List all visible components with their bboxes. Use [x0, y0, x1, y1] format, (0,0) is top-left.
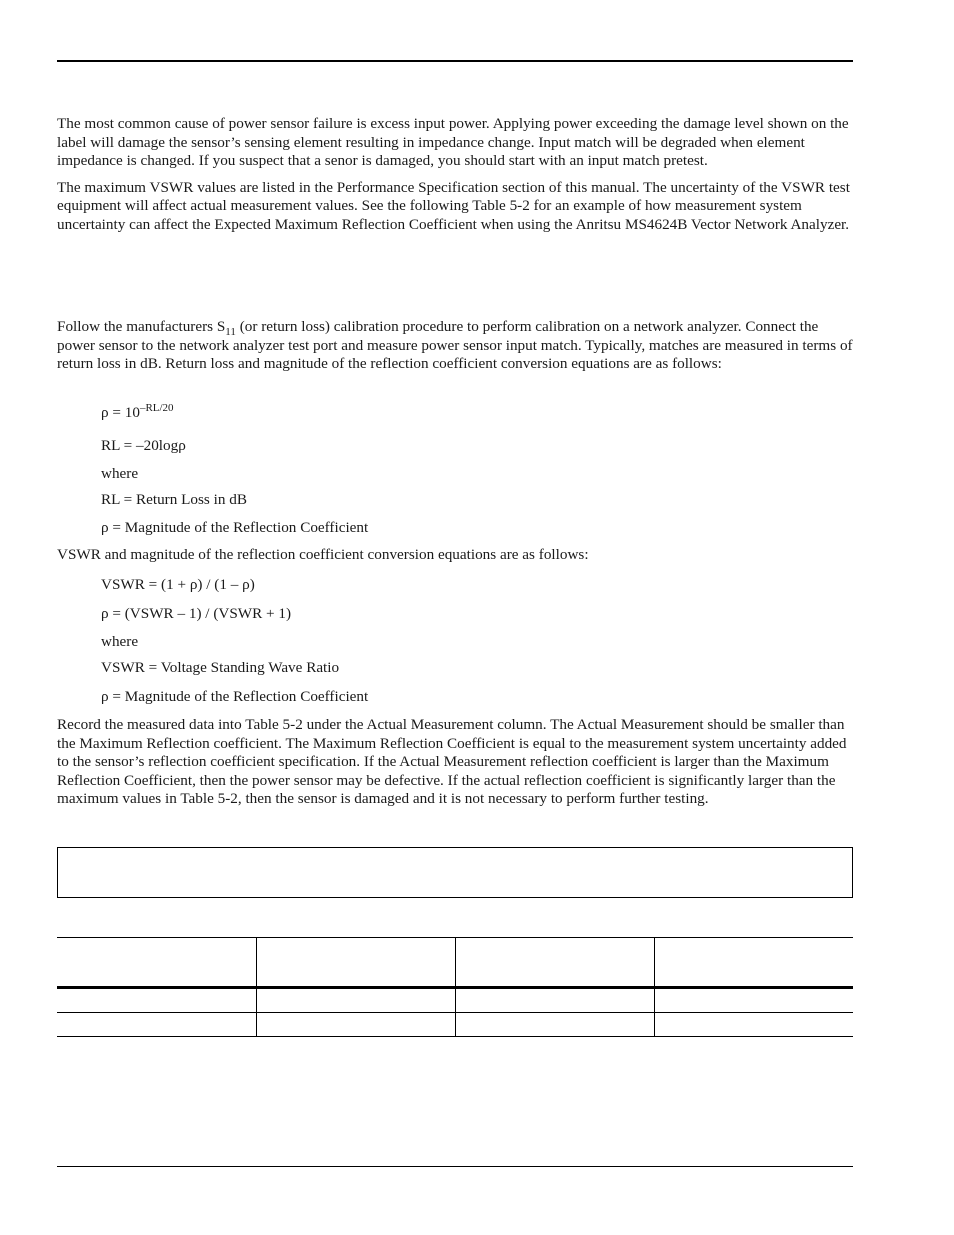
table-cell [256, 988, 455, 1013]
note-box [57, 847, 853, 898]
table-cell [455, 1013, 654, 1037]
definition-rho-1: ρ = Magnitude of the Reflection Coefficient [101, 519, 369, 536]
procedure-rest: (or return loss) calibration procedure to perform calibration on a network analyzer. Connect the power sensor to the network analyzer test port and measure power sensor input match. Typically, matches are measured in terms of return loss in dB. Return loss and magnitude of the reflection coefficient conversion equations are as follows: [57, 318, 853, 373]
procedure-subscript: 11 [225, 326, 236, 338]
table-header-cell [57, 938, 256, 988]
table-row [57, 1013, 853, 1037]
equation-rho-from-vswr: ρ = (VSWR – 1) / (VSWR + 1) [101, 605, 292, 622]
table-header-row [57, 938, 853, 988]
table-header-cell [455, 938, 654, 988]
header-rule [57, 60, 853, 62]
table-header-cell [654, 938, 853, 988]
table-cell [256, 1013, 455, 1037]
where-label-2: where [101, 633, 139, 650]
table-cell [455, 988, 654, 1013]
table-cell [654, 988, 853, 1013]
table-row [57, 988, 853, 1013]
table-header-cell [256, 938, 455, 988]
equation-exponent: –RL/20 [139, 402, 174, 414]
procedure-lead: Follow the manufacturers S [57, 318, 226, 335]
equation-rl-from-rho: RL = –20logρ [101, 437, 186, 454]
record-paragraph: Record the measured data into Table 5-2 under the Actual Measurement column. The Actual Measurement should be smaller than the Maximum Reflection coefficient. The Maximum Reflection Coefficient is equal to the measurement system uncertainty added to the sensor’s reflection coefficient specification. If the Actual Measurement reflection coefficient is larger than the Maximum Reflection Coefficient, then the power sensor may be defective. If the actual reflection coefficient is significantly larger than the maximum values in Table 5-2, then the sensor is damaged and it is not necessary to perform further testing. [57, 716, 847, 808]
table-cell [654, 1013, 853, 1037]
definition-rho-2: ρ = Magnitude of the Reflection Coefficient [101, 688, 369, 705]
intro-paragraph-2: The maximum VSWR values are listed in the Performance Specification section of this manual. The uncertainty of the VSWR test equipment will affect actual measurement values. See the following Table 5-2 for an example of how measurement system uncertainty can affect the Expected Maximum Reflection Coefficient when using the Anritsu MS4624B Vector Network Analyzer. [57, 178, 850, 233]
equation-rho-from-rl: $\rho = 10^{-RL/20}$ [101, 402, 174, 421]
procedure-paragraph [57, 318, 853, 374]
equation-vswr-from-rho: VSWR = (1 + ρ) / (1 – ρ) [101, 576, 255, 593]
vswr-intro: VSWR and magnitude of the reflection coefficient conversion equations are as follows: [57, 546, 589, 563]
where-label-1: where [101, 465, 139, 482]
footer-rule [57, 1166, 853, 1167]
reflection-coefficient-table [57, 937, 853, 1037]
table-cell [57, 988, 256, 1013]
table-cell [57, 1013, 256, 1037]
intro-paragraph-1: The most common cause of power sensor failure is excess input power. Applying power exceeding the damage level shown on the label will damage the sensor’s sensing element resulting in impedance change. Input match will be degraded when element impedance is changed. If you suspect that a senor is damaged, you should start with an input match pretest. [57, 115, 849, 170]
definition-vswr: VSWR = Voltage Standing Wave Ratio [101, 659, 340, 676]
definition-rl: RL = Return Loss in dB [101, 491, 247, 508]
intro-section [57, 115, 853, 235]
